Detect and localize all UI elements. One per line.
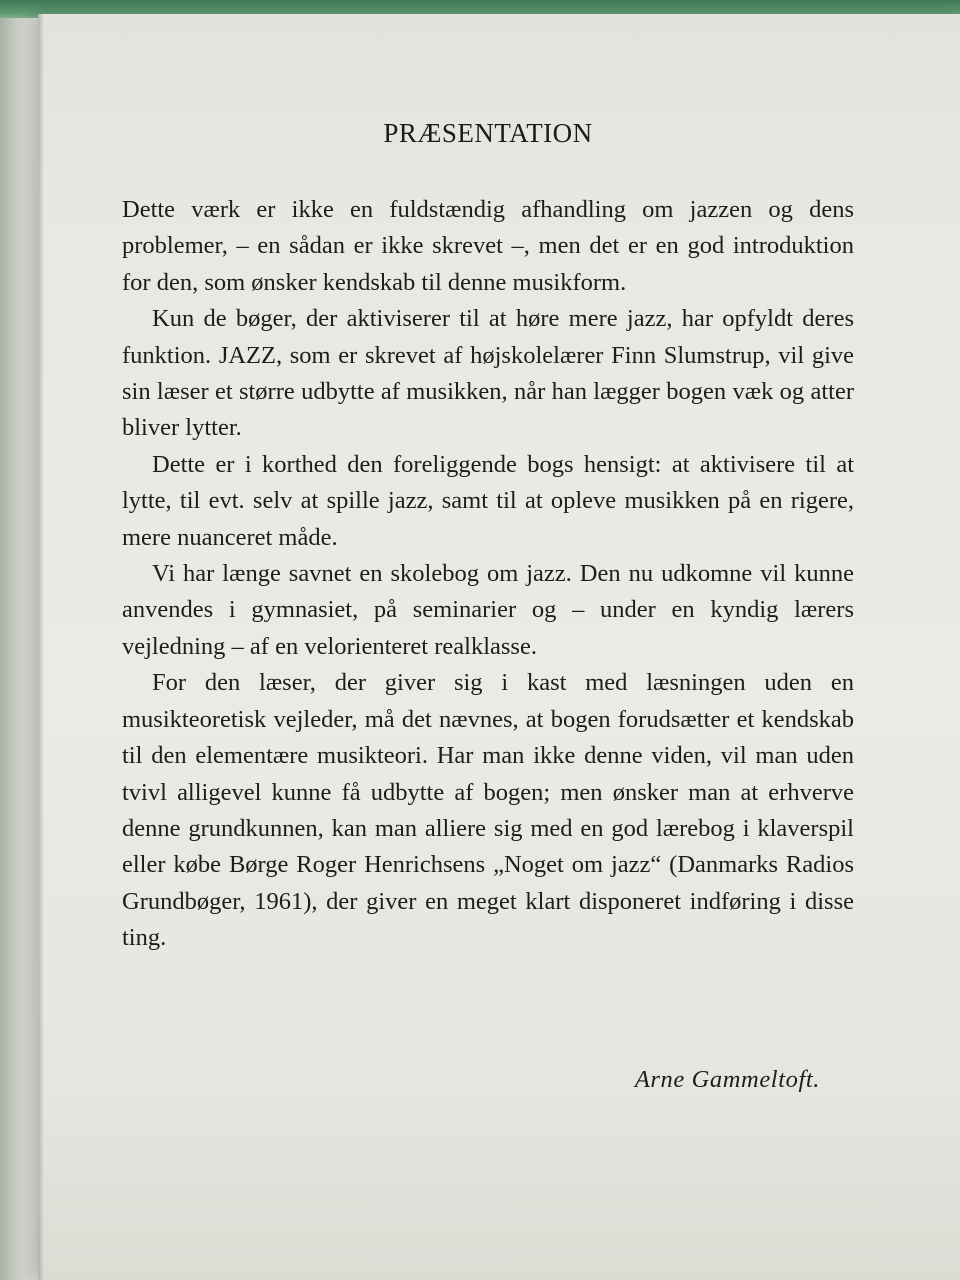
- paragraph-2: Kun de bøger, der aktiviserer til at høre mere jazz, har opfyldt deres funktion. JAZZ, som er skrevet af højskolelærer Finn Slumstrup, vil give sin læser et større udbytte af musikken, når han lægger bogen væk og atter bliver lytter.: [122, 305, 854, 442]
- paragraph-1: Dette værk er ikke en fuldstændig afhandling om jazzen og dens problemer, – en sådan er ikke skrevet –, men det er en god introduktion for den, som ønsker kendskab til denne musikform.: [122, 196, 854, 296]
- paragraph-4: Vi har længe savnet en skolebog om jazz. Den nu udkomne vil kunne anvendes i gymnasiet, på seminarier og – under en kyndig lærers vejledning – af en velorienteret realklasse.: [122, 560, 854, 660]
- page-shadow: [38, 14, 44, 1280]
- paragraph-5: For den læser, der giver sig i kast med læsningen uden en musikteoretisk vejleder, må det nævnes, at bogen forudsætter et kendskab til den elementære musikteori. Har man ikke denne viden, vil man uden tvivl alligevel kunne få udbytte af bogen; men ønsker man at erhverve denne grundkunnen, kan man alliere sig med en god lærebog i klaverspil eller købe Børge Roger Henrichsens „Noget om jazz“ (Danmarks Radios Grundbøger, 1961), der giver en meget klart disponeret indføring i disse ting.: [122, 669, 854, 952]
- body-text: [122, 192, 854, 957]
- author-signature: Arne Gammeltoft.: [634, 1066, 820, 1093]
- paragraph-3: Dette er i korthed den foreliggende bogs hensigt: at aktivisere til at lytte, til evt. selv at spille jazz, samt til at opleve musikken på en rigere, mere nuanceret måde.: [122, 450, 854, 551]
- page-title: PRÆSENTATION: [383, 118, 593, 148]
